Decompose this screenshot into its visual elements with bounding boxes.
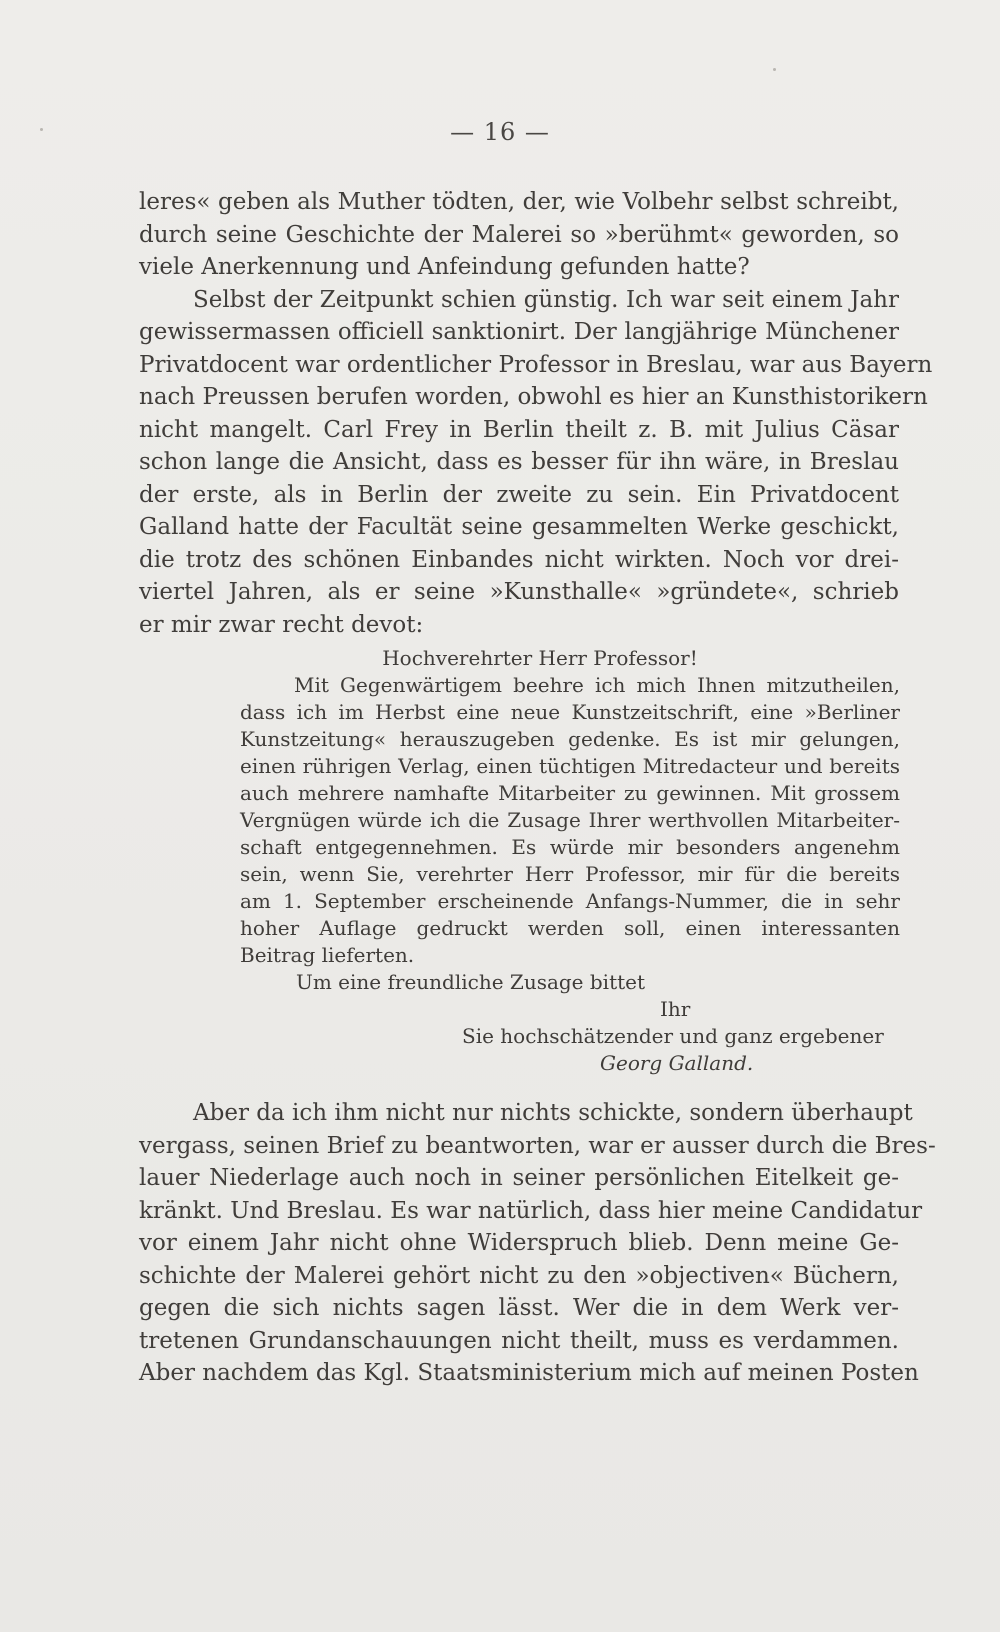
paragraph-1 xyxy=(139,186,933,641)
text-line: Aber da ich ihm nicht nur nichts schickte, sondern überhaupt xyxy=(193,1100,913,1126)
text-line: Privatdocent war ordentlicher Professor in Breslau, war aus Bayern xyxy=(139,351,933,378)
paragraph-2 xyxy=(139,1097,936,1390)
text-line: durch seine Geschichte der Malerei so »berühmt« geworden, so xyxy=(139,221,899,248)
text-line: lauer Niederlage auch noch in seiner persönlichen Eitelkeit ge- xyxy=(139,1165,899,1191)
letter-line: Beitrag lieferten. xyxy=(240,943,415,967)
text-line: gewissermassen officiell sanktionirt. Der langjährige Münchener xyxy=(139,319,899,345)
letter-line: hoher Auflage gedruckt werden soll, einen interessanten xyxy=(240,916,900,940)
text-line: der erste, als in Berlin der zweite zu sein. Ein Privatdocent xyxy=(139,481,899,508)
letter-line: Kunstzeitung« herauszugeben gedenke. Es ist mir gelungen, xyxy=(240,727,900,751)
letter-line: auch mehrere namhafte Mitarbeiter zu gewinnen. Mit grossem xyxy=(240,781,900,805)
letter-line: am 1. September erscheinende Anfangs-Nummer, die in sehr xyxy=(240,889,900,913)
text-line: gegen die sich nichts sagen lässt. Wer die in dem Werk ver- xyxy=(139,1295,899,1321)
text-line: nicht mangelt. Carl Frey in Berlin theilt z. B. mit Julius Cäsar xyxy=(139,416,899,443)
text-line: tretenen Grundanschauungen nicht theilt, muss es verdammen. xyxy=(139,1327,899,1354)
letter-line: dass ich im Herbst eine neue Kunstzeitschrift, eine »Berliner xyxy=(240,700,900,724)
text-line: schon lange die Ansicht, dass es besser für ihn wäre, in Breslau xyxy=(139,449,899,475)
text-line: die trotz des schönen Einbandes nicht wirkten. Noch vor drei- xyxy=(139,546,899,573)
letter-signature: Georg Galland. xyxy=(600,1051,754,1075)
letter-line: Vergnügen würde ich die Zusage Ihrer werthvollen Mitarbeiter- xyxy=(240,808,900,832)
text-line: vor einem Jahr nicht ohne Widerspruch blieb. Denn meine Ge- xyxy=(139,1230,899,1256)
letter-line: sein, wenn Sie, verehrter Herr Professor, mir für die bereits xyxy=(240,862,900,886)
letter-line: einen rührigen Verlag, einen tüchtigen Mitredacteur und bereits xyxy=(240,754,900,778)
text-line: Selbst der Zeitpunkt schien günstig. Ich war seit einem Jahr xyxy=(193,286,899,313)
page-number: — 16 — xyxy=(450,118,550,146)
letter-salutation: Hochverehrter Herr Professor! xyxy=(382,646,698,670)
text-line: leres« geben als Muther tödten, der, wie Volbehr selbst schreibt, xyxy=(139,189,899,215)
letter-closing: Um eine freundliche Zusage bittet xyxy=(296,970,646,994)
quoted-letter xyxy=(240,645,900,1077)
text-line: viele Anerkennung und Anfeindung gefunden hatte? xyxy=(139,254,750,280)
text-line: kränkt. Und Breslau. Es war natürlich, dass hier meine Candidatur xyxy=(139,1197,923,1224)
text-line: er mir zwar recht devot: xyxy=(139,611,424,638)
text-line: viertel Jahren, als er seine »Kunsthalle« »gründete«, schrieb xyxy=(139,579,899,605)
text-line: nach Preussen berufen worden, obwohl es hier an Kunsthistorikern xyxy=(139,384,928,410)
letter-closing: Ihr xyxy=(660,997,691,1021)
text-line: Galland hatte der Facultät seine gesammelten Werke geschickt, xyxy=(139,514,899,540)
text-line: schichte der Malerei gehört nicht zu den »objectiven« Büchern, xyxy=(139,1262,899,1289)
paper-speck xyxy=(40,128,43,131)
text-line: Aber nachdem das Kgl. Staatsministerium mich auf meinen Posten xyxy=(139,1360,919,1386)
letter-line: Mit Gegenwärtigem beehre ich mich Ihnen mitzutheilen, xyxy=(294,673,900,697)
text-line: vergass, seinen Brief zu beantworten, war er ausser durch die Bres- xyxy=(139,1132,936,1159)
letter-closing: Sie hochschätzender und ganz ergebener xyxy=(462,1024,884,1048)
paper-speck xyxy=(773,68,776,71)
letter-line: schaft entgegennehmen. Es würde mir besonders angenehm xyxy=(240,835,900,859)
